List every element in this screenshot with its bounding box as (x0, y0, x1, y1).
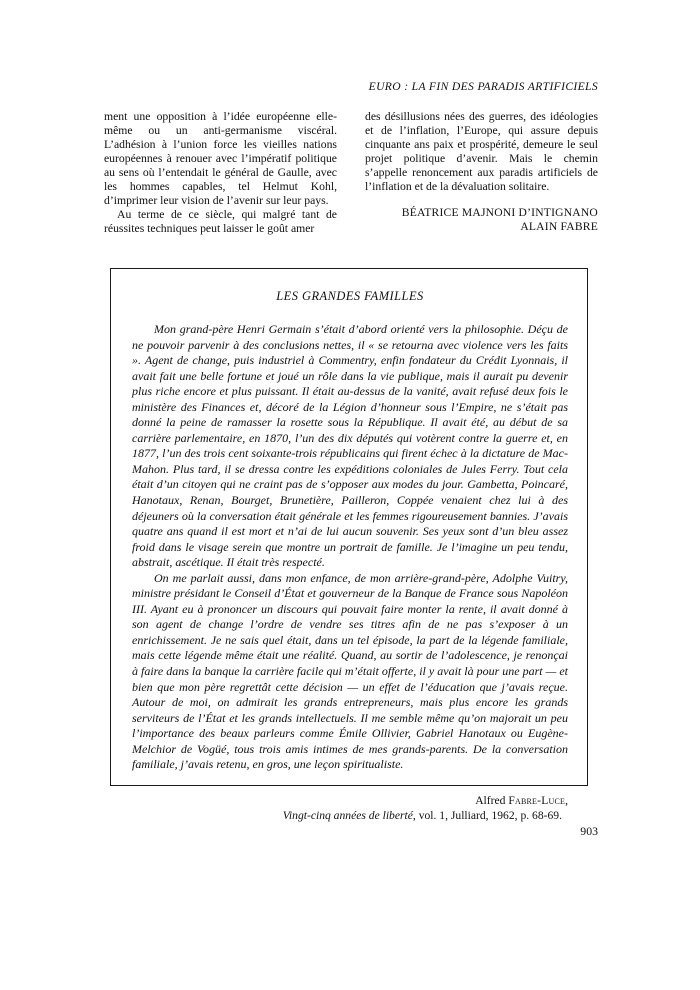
attribution-source (132, 808, 568, 823)
paragraph-continuation: ment une opposition à l’idée européenne elle-même ou un anti-germanisme viscéral. L’adhésion à l’union force les vieilles nations européennes à renouer avec l’impératif politique au sens où l’entendait le général de Gaulle, avec les hommes capables, tel Helmut Kohl, d’imprimer leur vision de l’avenir sur leur pays. (104, 110, 337, 207)
page-number: 903 (580, 824, 598, 838)
paragraph: Au terme de ce siècle, qui malgré tant de réussites techniques peut laisser le goût amer (104, 208, 337, 235)
right-column (365, 110, 598, 236)
attribution-author-last: Fabre-Luce (508, 793, 566, 807)
attribution-author-comma: , (565, 793, 568, 807)
excerpt-content (132, 289, 568, 823)
excerpt-box (110, 268, 588, 822)
attribution-work-title: Vingt-cinq années de liberté (282, 808, 413, 822)
left-column (104, 110, 337, 236)
author-signature (365, 206, 598, 233)
body-columns (104, 110, 598, 236)
excerpt-attribution (132, 793, 568, 823)
signature-author-1: BÉATRICE MAJNONI D’INTIGNANO (401, 206, 598, 219)
attribution-author-first: Alfred (475, 793, 509, 807)
excerpt-paragraph: Mon grand-père Henri Germain s’était d’abord orienté vers la philosophie. Déçu de ne pouvoir parvenir à des conclusions nettes, il « se retourna avec violence vers les faits ». Agent de change, puis industriel à Commentry, enfin fondateur du Crédit Lyonnais, il avait fait une belle fortune et joué un rôle dans la vie publique, mais il aurait pu devenir plus riche encore et plus puissant. Il était au-dessus de la vanité, avait refusé deux fois le ministère des Finances et, décoré de la Légion d’honneur sous l’Empire, ne s’était pas donné la peine de ramasser la rosette sous la République. Il avait été, au début de sa carrière parlementaire, en 1870, l’un des dix députés qui votèrent contre la guerre et, en 1877, l’un des trois cent soixante-trois républicains qui firent échec à la dictature de Mac-Mahon. Plus tard, il se dressa contre les expéditions coloniales de Jules Ferry. Tout cela était d’un citoyen qui ne craint pas de s’opposer aux modes du jour. Gambetta, Poincaré, Hanotaux, Renan, Bourget, Brunetière, Pailleron, Coppée venaient chez lui à des déjeuners où la conversation était générale et les femmes rigoureusement bannies. J’avais quatre ans quand il est mort et n’ai de lui aucun souvenir. Ses yeux sont d’un bleu assez froid dans le visage serein que montre un portrait de famille. Je l’imagine un peu tendu, abstrait, ascétique. Il était très respecté. (132, 322, 568, 570)
attribution-author (132, 793, 568, 808)
running-head: EURO : LA FIN DES PARADIS ARTIFICIELS (368, 80, 598, 93)
signature-author-2: ALAIN FABRE (520, 219, 598, 233)
paragraph-continuation: des désillusions nées des guerres, des idéologies et de l’inflation, l’Europe, qui assure depuis cinquante ans paix et prospérité, demeure le seul projet politique d’avenir. Mais le chemin s’appelle renoncement aux paradis artificiels de l’inflation et de la dévaluation solitaire. (365, 110, 598, 193)
excerpt-title: LES GRANDES FAMILLES (276, 289, 424, 303)
excerpt-paragraph: On me parlait aussi, dans mon enfance, de mon arrière-grand-père, Adolphe Vuitry, ministre présidant le Conseil d’État et gouverneur de la Banque de France sous Napoléon III. Ayant eu à prononcer un discours qui pouvait faire monter la rente, il avait donné à son agent de change l’ordre de vendre ses titres afin de ne pas s’exposer à un enrichissement. Je ne sais quel était, dans un tel épisode, la part de la légende familiale, mais cette légende même était une réalité. Quand, au sortir de l’adolescence, je renonçai à faire dans la banque la carrière facile qui m’était offerte, il y avait là pour une part — et bien que mon père regrettât cette décision — un effet de l’éducation que j’avais reçue. Autour de moi, on admirait les grands entrepreneurs, mais plus encore les grands serviteurs de l’État et les grands intellectuels. Il me semble même qu’on majorait un peu l’importance des beaux parleurs comme Émile Ollivier, Gabriel Hanotaux ou Eugène-Melchior de Vogüé, tous trois amis intimes de mes grands-parents. De la conversation familiale, j’avais retenu, en gros, une leçon spiritualiste. (132, 570, 568, 772)
attribution-publication-details: , vol. 1, Julliard, 1962, p. 68-69. (412, 808, 562, 822)
